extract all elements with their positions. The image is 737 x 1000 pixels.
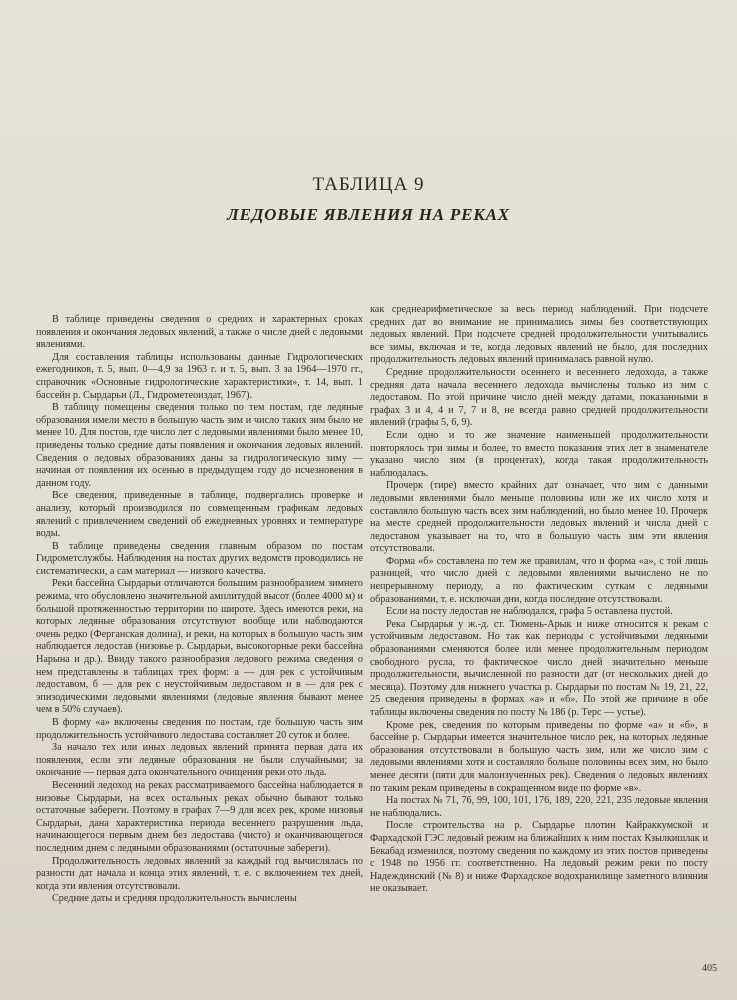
- paragraph: Средние даты и средняя продолжительность вычислены: [52, 893, 297, 905]
- paragraph: Форма «б» составлена по тем же правилам, что и форма «а», с той лишь разницей, что число дней с ледовыми явлениями вычислено не по непрерывному периоду, а по фактическим суткам с ледяными образованиями, т. е. исключая дни, когда последние отсутствовали.: [370, 555, 708, 605]
- paragraph: В таблице приведены сведения о средних и характерных сроках появления и окончания ледовых явлений, а также о числе дней с ледовыми явлениями.: [36, 314, 363, 351]
- paragraph: Для составления таблицы использованы данные Гидрологических ежегодников, т. 5, вып. 0—4,9 за 1963 г. и т. 5, вып. 3 за 1964—1970 гг., справочник «Основные гидрологические характеристики», т. 14, вып. 1 бассейн р. Сырдарьи (Л., Гидрометеоиздат, 1967).: [36, 351, 363, 401]
- paragraph: В таблице приведены сведения главным образом по постам Гидрометслужбы. Наблюдения на постах других ведомств проводились не систематически, а сам материал — низкого качества.: [36, 540, 363, 577]
- paragraph: Если одно и то же значение наименьшей продолжительности повторялось три зимы и более, то вместо показания этих лет в знаменателе указано число зим (в процентах), когда такая продолжительность наблюдалась.: [370, 429, 708, 479]
- paragraph: За начало тех или иных ледовых явлений принята первая дата их появления, если эти ледяные образования не были случайными; за окончание — первая дата окончательного очищения реки ото льда.: [36, 742, 363, 779]
- paragraph: В форму «а» включены сведения по постам, где большую часть зим продолжительность устойчивого ледостава составляет 20 суток и более.: [36, 717, 363, 741]
- paragraph: Все сведения, приведенные в таблице, подвергались проверке и анализу, который производился по совмещенным графикам ледовых явлений с привлечением сведений об ежедневных уровнях и температуре воды.: [36, 490, 363, 540]
- paragraph: В таблицу помещены сведения только по тем постам, где ледяные образования имели место в большую часть зим и число таких зим было не менее 10. Для постов, где число лет с ледовыми явлениями было менее 10, приведены только средние даты появления и окончания ледовых явлений. Сведения о ледовых образованиях даны за гидрологическую зиму — начиная от появления их осенью в предыдущем году до исчезновения в данном году.: [36, 402, 363, 489]
- paragraph: На постах № 71, 76, 99, 100, 101, 176, 189, 220, 221, 235 ледовые явления не наблюдались.: [370, 795, 708, 819]
- paragraph: Если на посту ледостав не наблюдался, графа 5 оставлена пустой.: [386, 606, 673, 618]
- page-number: 405: [702, 963, 717, 974]
- paragraph: Средние продолжительности осеннего и весеннего ледохода, а также средняя дата начала весеннего ледохода вычислены только из зим с ледоставом. По этой причине число дней между датами, показанными в графах 3 и 4, 4 и 7, 7 и 8, не всегда равно средней продолжительности явлений (графы 5, 6, 9).: [370, 366, 708, 429]
- paragraph: как среднеарифметическое за весь период наблюдений. При подсчете средних дат во внимание не принимались зимы без соответствующих ледовых явлений. При подсчете средней продолжительности учитывались все зимы, включая и те, когда ледовых явлений не было, для последних продолжительность ледовых явлений принималась равной нулю.: [370, 304, 708, 366]
- paragraph: Кроме рек, сведения по которым приведены по форме «а» и «б», в бассейне р. Сырдарьи имеется значительное число рек, на которых ледяные образования отсутствовали в большую часть зим, или же число зим с ледовыми явлениями хотя и составляло больше половины всех зим, но было менее десяти (пяти для малоизученных рек). Сведения о ледовых явлениях по таким рекам приведены в сокращенном виде по форме «в».: [370, 719, 708, 794]
- table-number: ТАБЛИЦА 9: [312, 174, 425, 195]
- paragraph: Река Сырдарья у ж.-д. ст. Тюмень-Арык и ниже относится к рекам с устойчивым ледоставом. Но так как периоды с устойчивыми ледяными образованиями сменяются более или менее продолжительным периодом свободного русла, то фактическое число дней значительно меньше продолжительности, вычисленной по разности дат (от нескольких дней до месяца). Поэтому для нижнего участка р. Сырдарьи по постам № 19, 21, 22, 25 сведения приведены в формах «а» и «б». По этой же причине в обе таблицы включены сведения по посту № 186 (р. Терс — устье).: [370, 618, 708, 718]
- paragraph: Продолжительность ледовых явлений за каждый год вычислялась по разности дат начала и конца этих явлений, т. е. с включением тех дней, когда эти явления отсутствовали.: [36, 855, 363, 892]
- right-column: [370, 304, 708, 896]
- page-title: ЛЕДОВЫЕ ЯВЛЕНИЯ НА РЕКАХ: [227, 205, 510, 224]
- paragraph: Прочерк (тире) вместо крайних дат означает, что зим с данными ледовыми явлениями было меньше половины или же их число хотя и составляло большую часть всех зим наблюдений, но было менее 10. Прочерк на месте средней продолжительности ледовых явлений и числа дней с ледоставом указывает на то, что в большую часть зим эти явления отсутствовали.: [370, 480, 708, 555]
- left-column: [36, 314, 363, 906]
- paragraph: Весенний ледоход на реках рассматриваемого бассейна наблюдается в низовье Сырдарьи, на всех остальных реках обычно бывают только остаточные забереги. Поэтому в графах 7—9 для всех рек, кроме низовья Сырдарьи, дана характеристика периода весеннего разрушения льда, начинающегося первым днем без ледостава (чисто) и оканчивающегося последним днем с ледяными образованиями (остаточные забереги).: [36, 779, 363, 854]
- paragraph: Реки бассейна Сырдарьи отличаются большим разнообразием зимнего режима, что обусловлено значительной амплитудой высот (более 4000 м) и большой протяженностью территории по широте. Здесь имеются реки, на которых ледяные образования отсутствуют вообще или наблюдаются очень редко (Ферганская долина), и реки, на которых в большую часть зим наблюдается ледостав (низовье р. Сырдарьи, высокогорные реки бассейна Нарына и др.). Ввиду такого разнообразия ледового режима сведения о нем представлены в таблицах трех форм: а — для рек с устойчивым ледоставом, б — для рек с неустойчивым ледоставом и в — для рек с эпизодическими ледовыми явлениями (ледовые явления бывают менее чем в 50% случаев).: [36, 578, 363, 716]
- paragraph: После строительства на р. Сырдарье плотин Кайраккумской и Фархадской ГЭС ледовый режим на ближайших к ним постах Кзылкишлак и Бекабад изменился, поэтому сведения по каждому из этих постов приведены с 1948 по 1956 гг. соответственно. На ледовый режим реки по посту Надеждинский (№ 8) и ниже Фархадское водохранилище заметного влияния не оказывает.: [370, 820, 708, 895]
